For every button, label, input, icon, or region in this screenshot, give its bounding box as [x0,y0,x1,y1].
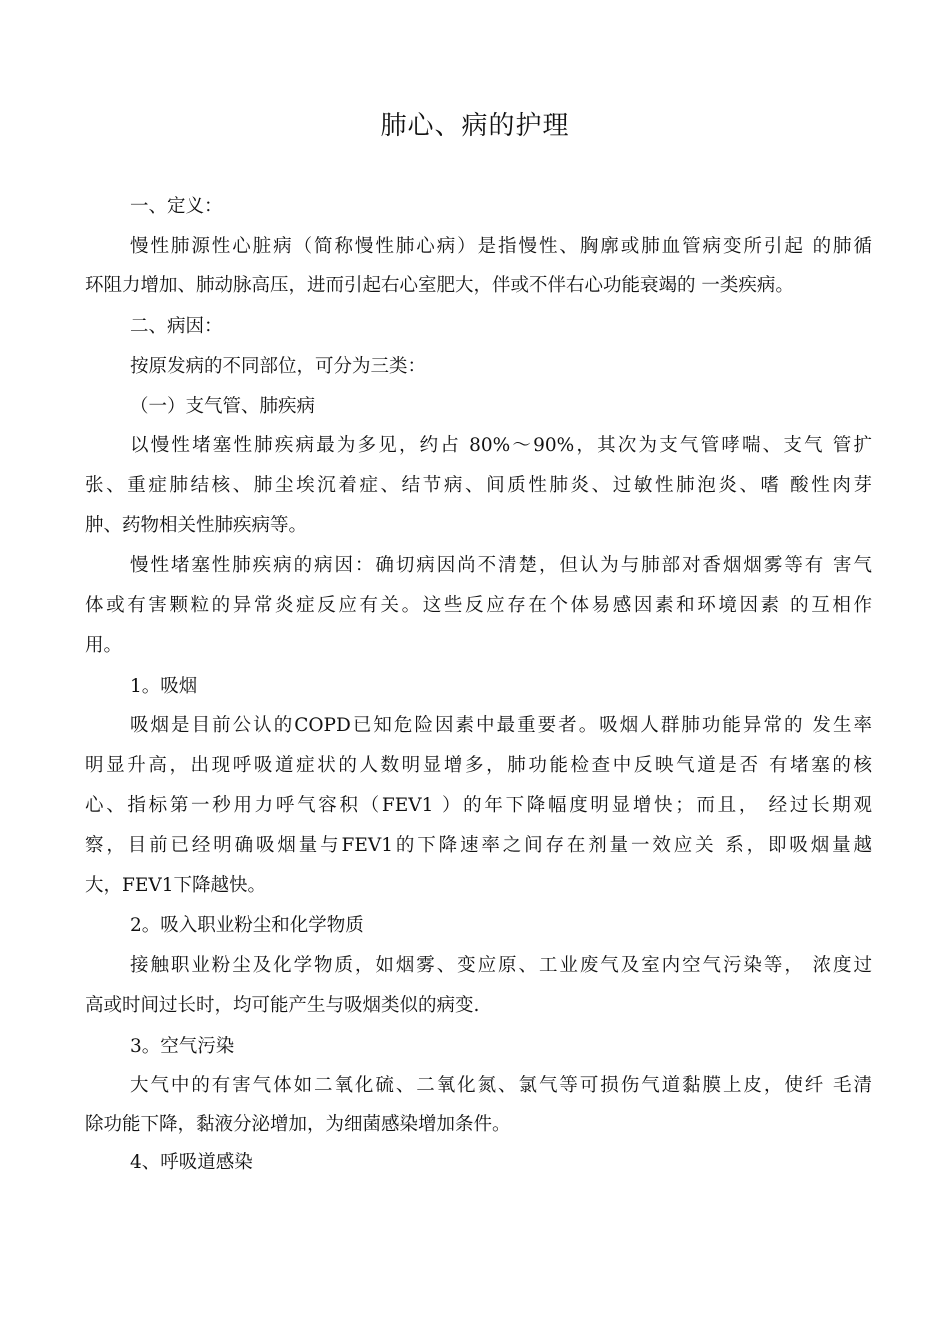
paragraph-line: 用。 [85,635,123,656]
paragraph-line: 肿、药物相关性肺疾病等。 [85,515,308,536]
paragraph-line: 慢性堵塞性肺疾病的病因：确切病因尚不清楚，但认为与肺部对香烟烟雾等有 害气 [130,555,872,576]
paragraph-line: 接触职业粉尘及化学物质，如烟雾、变应原、工业废气及室内空气污染等， 浓度过 [130,955,872,976]
item-heading-dust: 2。吸入职业粉尘和化学物质 [130,915,364,936]
paragraph-line: 察，目前已经明确吸烟量与FEV1的下降速率之间存在剂量一效应关 系，即吸烟量越 [85,835,872,856]
subsection-heading: （一）支气管、肺疾病 [130,396,316,417]
paragraph-line: 大，FEV1下降越快。 [85,875,266,896]
paragraph-line: 心、指标第一秒用力呼气容积（FEV1 ）的年下降幅度明显增快；而且， 经过长期观 [85,795,872,816]
page-title: 肺心、病的护理 [380,111,570,141]
item-heading-respiratory-infection: 4、呼吸道感染 [130,1152,253,1173]
paragraph-line: 除功能下降，黏液分泌增加，为细菌感染增加条件。 [85,1114,511,1135]
paragraph-line: 按原发病的不同部位，可分为三类： [130,356,427,377]
paragraph-line: 高或时间过长时，均可能产生与吸烟类似的病变. [85,995,480,1016]
section-heading-cause: 二、病因： [130,316,223,337]
paragraph-line: 明显升高，出现呼吸道症状的人数明显增多，肺功能检查中反映气道是否 有堵塞的核 [85,755,872,776]
item-heading-smoking: 1。吸烟 [130,676,198,697]
paragraph-line: 大气中的有害气体如二氧化硫、二氧化氮、氯气等可损伤气道黏膜上皮，使纤 毛清 [130,1075,872,1096]
paragraph-line: 环阻力增加、肺动脉高压，进而引起右心室肥大，伴或不伴右心功能衰竭的 一类疾病。 [85,275,794,296]
item-heading-air-pollution: 3。空气污染 [130,1036,235,1057]
paragraph-line: 张、重症肺结核、肺尘埃沉着症、结节病、间质性肺炎、过敏性肺泡炎、嗜 酸性肉芽 [85,475,872,496]
paragraph-line: 体或有害颗粒的异常炎症反应有关。这些反应存在个体易感因素和环境因素 的互相作 [85,595,872,616]
section-heading-definition: 一、定义： [130,196,223,217]
paragraph-line: 以慢性堵塞性肺疾病最为多见，约占 80%〜90%，其次为支气管哮喘、支气 管扩 [130,435,872,456]
paragraph-line: 吸烟是目前公认的COPD已知危险因素中最重要者。吸烟人群肺功能异常的 发生率 [130,715,872,736]
paragraph-line: 慢性肺源性心脏病（简称慢性肺心病）是指慢性、胸廓或肺血管病变所引起 的肺循 [130,236,872,257]
